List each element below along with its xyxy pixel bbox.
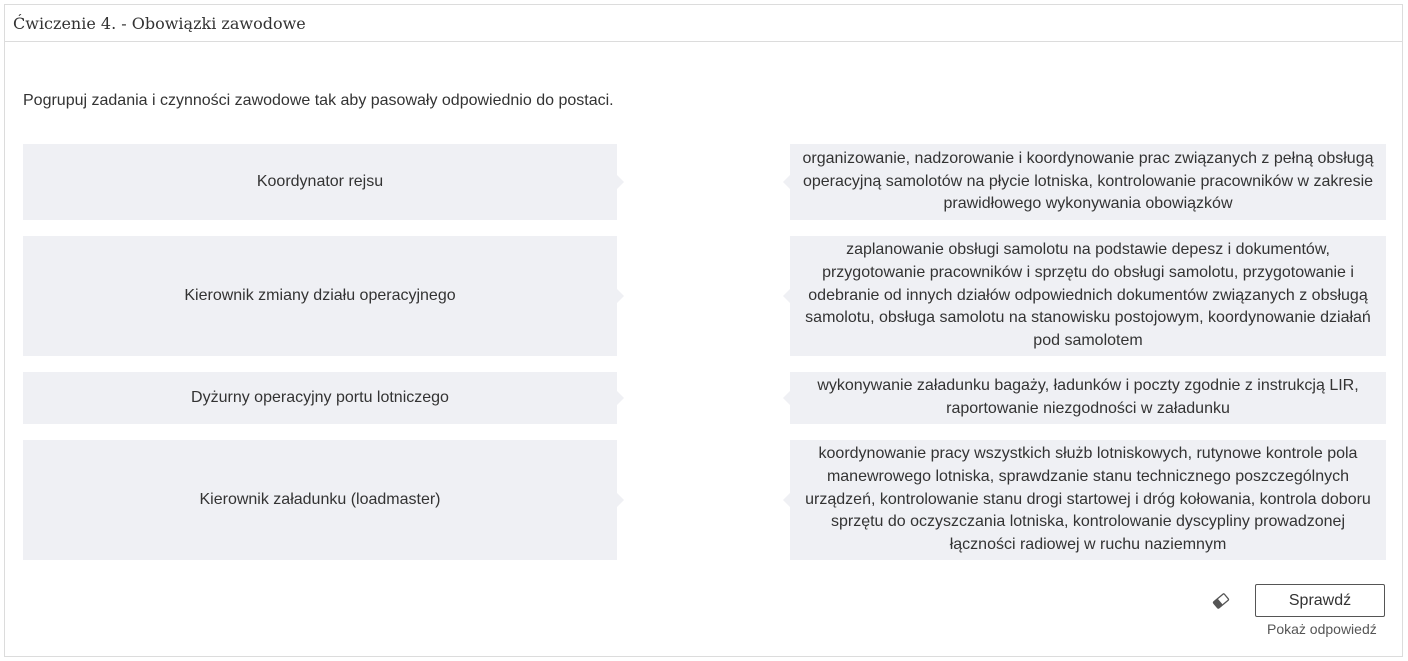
duty-label: zaplanowanie obsługi samolotu na podstawie depesz i dokumentów, przygotowanie pracowników i sprzętu do obsługi samolotu, przygotowanie i odebranie od innych działów odpowiednich dokumentów związanych z obsługą samolotu, obsługa samolotu na stanowisku postojowym, koordynowanie działań pod samolotem — [805, 241, 1371, 350]
duty-tile[interactable] — [790, 236, 1386, 356]
role-label: Kierownik zmiany działu operacyjnego — [184, 286, 456, 304]
role-tile[interactable] — [23, 440, 617, 560]
duty-label: wykonywanie załadunku bagaży, ładunków i poczty zgodnie z instrukcją LIR, raportowanie niezgodności w załadunku — [817, 377, 1359, 417]
role-label: Dyżurny operacyjny portu lotniczego — [191, 388, 449, 406]
duty-label: koordynowanie pracy wszystkich służb lotniskowych, rutynowe kontrole pola manewrowego lotniska, sprawdzanie stanu technicznego poszczególnych urządzeń, kontrolowanie stanu drogi startowej i dróg kołowania, kontrola doboru sprzętu do oczyszczania lotniska, kontrolowanie dyscypliny prowadzonej łączności radiowej w ruchu naziemnym — [805, 445, 1371, 554]
exercise-instruction: Pogrupuj zadania i czynności zawodowe tak aby pasowały odpowiednio do postaci. — [23, 92, 614, 109]
eraser-icon[interactable] — [1211, 591, 1231, 611]
duty-tile[interactable] — [790, 144, 1386, 220]
role-tile[interactable] — [23, 236, 617, 356]
role-tile[interactable] — [23, 144, 617, 220]
duty-tile[interactable] — [790, 372, 1386, 424]
exercise-panel — [4, 4, 1403, 657]
duty-tile[interactable] — [790, 440, 1386, 560]
exercise-title: Ćwiczenie 4. - Obowiązki zawodowe — [5, 5, 1402, 42]
role-label: Koordynator rejsu — [256, 172, 384, 190]
show-answer-link[interactable]: Pokaż odpowiedź — [1267, 621, 1377, 637]
check-button[interactable]: Sprawdź — [1255, 584, 1385, 617]
duty-label: organizowanie, nadzorowanie i koordynowanie prac związanych z pełną obsługą operacyjną samolotów na płycie lotniska, kontrolowanie pracowników w zakresie prawidłowego wykonywania obowiązków — [802, 149, 1374, 213]
role-tile[interactable] — [23, 372, 617, 424]
role-label: Kierownik załadunku (loadmaster) — [199, 490, 441, 508]
